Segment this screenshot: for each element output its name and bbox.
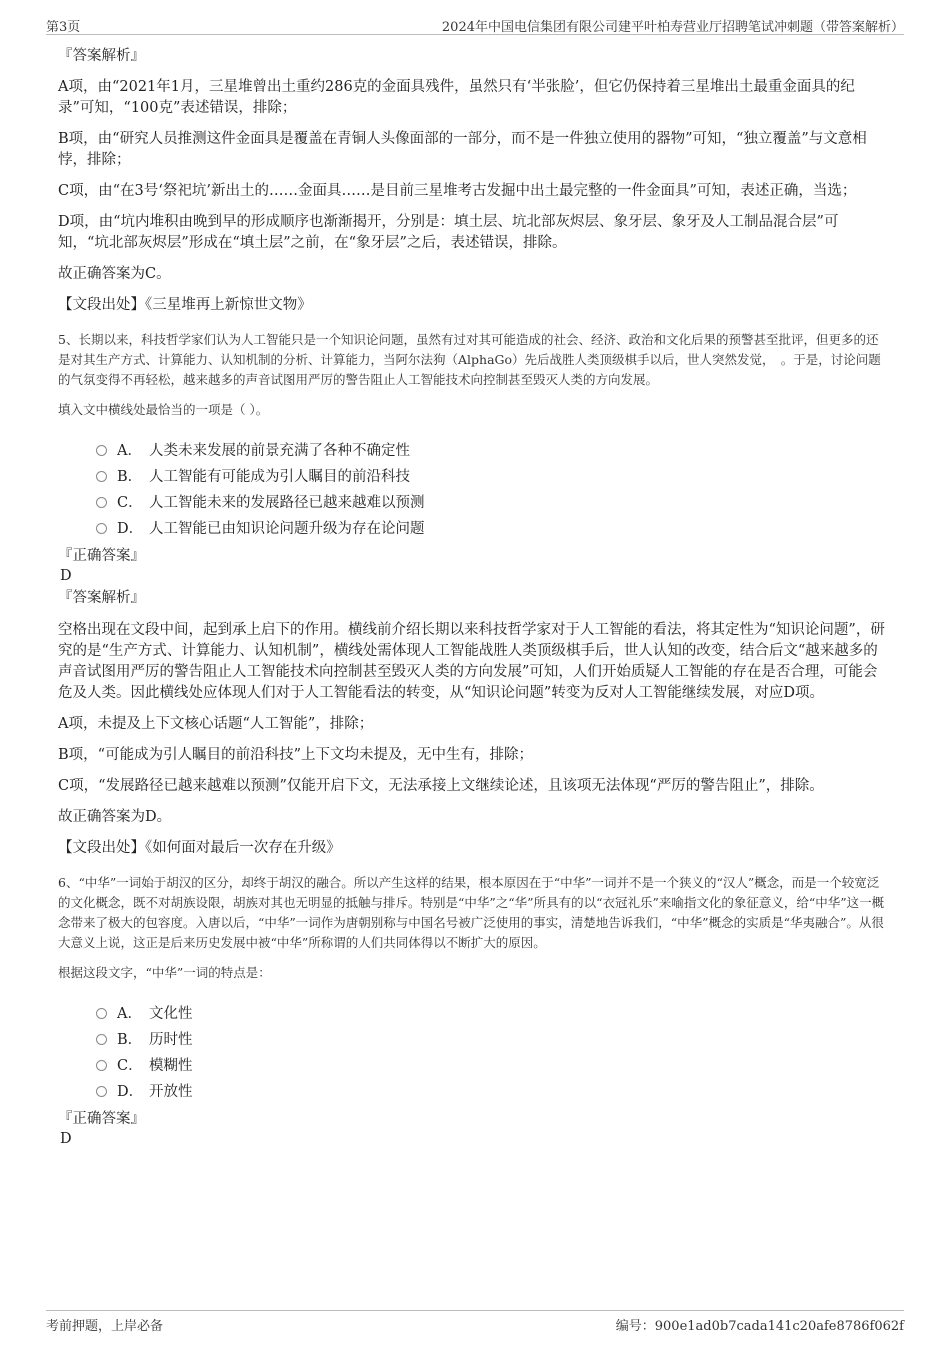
document-title: 2024年中国电信集团有限公司建平叶柏寿营业厅招聘笔试冲刺题（带答案解析） bbox=[441, 20, 904, 35]
page-header bbox=[46, 14, 904, 35]
radio-button[interactable] bbox=[96, 1034, 107, 1045]
radio-button[interactable] bbox=[96, 471, 107, 482]
radio-button[interactable] bbox=[96, 1008, 107, 1019]
option-label: B． bbox=[117, 1031, 143, 1048]
question-6-text: 6、“中华”一词始于胡汉的区分，却终于胡汉的融合。所以产生这样的结果，根本原因在于“中华”一词并不是一个狭义的“汉人”概念，而是一个较宽泛的文化概念，既不对胡族设限，胡族对其也无明显的抵触与排斥。特别是“中华”之“华”所具有的以“衣冠礼乐”来喻指文化的象征意义，给“中华”这一概念带来了极大的包容度。入唐以后，“中华”一词作为唐朝别称与中国名号被广泛使用的事实，清楚地告诉我们，“中华”概念的实质是“华夷融合”。从很大意义上说，这正是后来历史发展中被“中华”所称谓的人们共同体得以不断扩大的原因。 bbox=[58, 875, 885, 950]
analysis-paragraph: D项，由“坑内堆积由晚到早的形成顺序也渐渐揭开，分别是：填土层、坑北部灰烬层、象牙层、象牙及人工制品混合层”可知，“坑北部灰烬层”形成在“填土层”之前，在“象牙层”之后，表述错误，排除。 bbox=[58, 214, 839, 251]
option-c[interactable] bbox=[96, 1051, 888, 1077]
radio-button[interactable] bbox=[96, 1086, 107, 1097]
option-text: 模糊性 bbox=[149, 1057, 193, 1074]
footer-slogan: 考前押题，上岸必备 bbox=[46, 1319, 164, 1334]
option-label: C． bbox=[117, 1057, 143, 1074]
question-6-stem: 根据这段文字，“中华”一词的特点是： bbox=[58, 965, 271, 980]
question-5-text: 5、长期以来，科技哲学家们认为人工智能只是一个知识论问题，虽然有过对其可能造成的社会、经济、政治和文化后果的预警甚至批评，但更多的还是对其生产方式、计算能力、认知机制的分析、计算能力，当阿尔法狗（AlphaGo）先后战胜人类顶级棋手以后，世人突然发觉， 。于是，讨论问题的气氛变得不再轻松，越来越多的声音试图用严厉的警告阻止人工智能技术向控制甚至毁灭人类的方向发展。 bbox=[58, 332, 881, 387]
analysis-paragraph: C项，由“在3号‘祭祀坑’新出土的……金面具……是目前三星堆考古发掘中出土最完整的一件金面具”可知，表述正确，当选； bbox=[58, 183, 857, 199]
option-text: 人工智能未来的发展路径已越来越难以预测 bbox=[149, 494, 425, 511]
radio-button[interactable] bbox=[96, 523, 107, 534]
option-text: 开放性 bbox=[149, 1083, 193, 1100]
analysis-paragraph: B项，“可能成为引人瞩目的前沿科技”上下文均未提及，无中生有，排除； bbox=[58, 747, 533, 763]
option-label: D． bbox=[117, 1083, 144, 1100]
source-citation: 【文段出处】《如何面对最后一次存在升级》 bbox=[58, 840, 341, 856]
radio-button[interactable] bbox=[96, 445, 107, 456]
option-c[interactable] bbox=[96, 488, 888, 514]
question-5-options bbox=[96, 436, 888, 540]
page-number: 第3页 bbox=[46, 20, 81, 35]
option-text: 历时性 bbox=[149, 1031, 193, 1048]
option-d[interactable] bbox=[96, 514, 888, 540]
page-footer bbox=[46, 1310, 904, 1334]
source-citation: 【文段出处】《三星堆再上新惊世文物》 bbox=[58, 297, 312, 313]
question-5-stem: 填入文中横线处最恰当的一项是（ ）。 bbox=[58, 402, 269, 417]
correct-answer-statement: 故正确答案为D。 bbox=[58, 809, 172, 825]
option-text: 人工智能有可能成为引人瞩目的前沿科技 bbox=[149, 468, 410, 485]
option-a[interactable] bbox=[96, 436, 888, 462]
analysis-paragraph: C项，“发展路径已越来越难以预测”仅能开启下文，无法承接上文继续论述，且该项无法体现“严厉的警告阻止”，排除。 bbox=[58, 778, 824, 794]
option-label: D． bbox=[117, 520, 144, 537]
document-id: 编号：900e1ad0b7cada141c20afe8786f062f bbox=[615, 1319, 904, 1334]
analysis-label: 『答案解析』 bbox=[58, 48, 145, 64]
option-text: 人工智能已由知识论问题升级为存在论问题 bbox=[149, 520, 425, 537]
analysis-paragraph: A项，未提及上下文核心话题“人工智能”，排除； bbox=[58, 716, 374, 732]
answer-value: D bbox=[60, 568, 72, 584]
radio-button[interactable] bbox=[96, 497, 107, 508]
answer-label: 『正确答案』 bbox=[58, 548, 145, 564]
option-label: A． bbox=[117, 442, 142, 459]
option-label: B． bbox=[117, 468, 143, 485]
option-label: C． bbox=[117, 494, 143, 511]
option-a[interactable] bbox=[96, 999, 888, 1025]
option-b[interactable] bbox=[96, 462, 888, 488]
option-b[interactable] bbox=[96, 1025, 888, 1051]
answer-value: D bbox=[60, 1131, 72, 1147]
option-text: 文化性 bbox=[149, 1005, 193, 1022]
document-body bbox=[58, 46, 888, 1151]
analysis-paragraph: B项，由“研究人员推测这件金面具是覆盖在青铜人头像面部的一部分，而不是一件独立使用的器物”可知，“独立覆盖”与文意相悖，排除； bbox=[58, 131, 867, 168]
question-6-options bbox=[96, 999, 888, 1103]
analysis-paragraph: A项，由“2021年1月，三星堆曾出土重约286克的金面具残件，虽然只有‘半张脸’，但它仍保持着三星堆出土最重金面具的纪录”可知，“100克”表述错误，排除； bbox=[58, 79, 855, 116]
option-label: A． bbox=[117, 1005, 142, 1022]
radio-button[interactable] bbox=[96, 1060, 107, 1071]
analysis-paragraph: 空格出现在文段中间，起到承上启下的作用。横线前介绍长期以来科技哲学家对于人工智能的看法，将其定性为“知识论问题”，研究的是“生产方式、计算能力、认知机制”，横线处需体现人工智能战胜人类顶级棋手后，世人认知的改变，结合后文“越来越多的声音试图用严厉的警告阻止人工智能技术向控制甚至毁灭人类的方向发展”可知，人们开始质疑人工智能的存在是否合理，可能会危及人类。因此横线处应体现人们对于人工智能看法的转变，从“知识论问题”转变为反对人工智能继续发展，对应D项。 bbox=[58, 622, 885, 701]
analysis-label: 『答案解析』 bbox=[58, 590, 145, 606]
answer-label: 『正确答案』 bbox=[58, 1111, 145, 1127]
option-d[interactable] bbox=[96, 1077, 888, 1103]
option-text: 人类未来发展的前景充满了各种不确定性 bbox=[149, 442, 410, 459]
correct-answer-statement: 故正确答案为C。 bbox=[58, 266, 171, 282]
